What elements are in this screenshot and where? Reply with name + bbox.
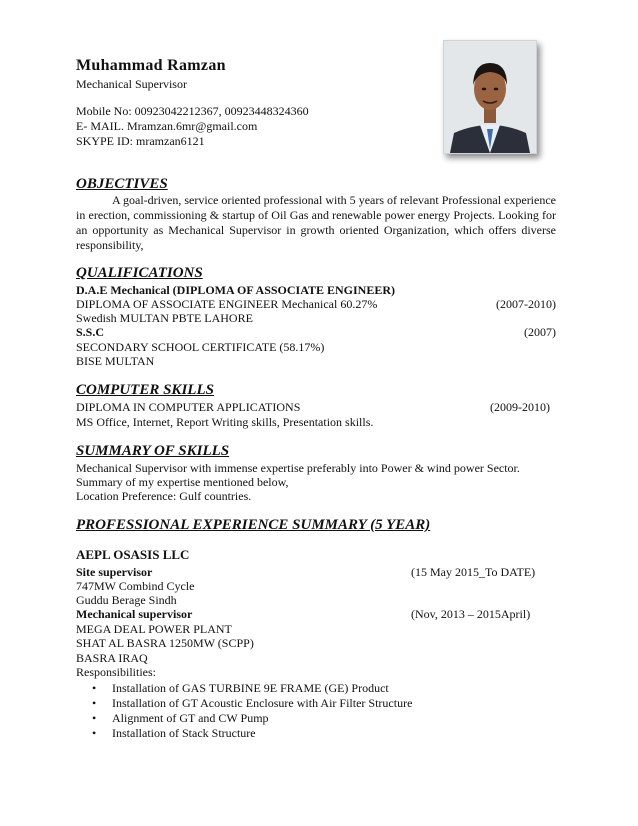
- skype-line: SKYPE ID: mramzan6121: [76, 134, 205, 148]
- bullet-icon: •: [92, 726, 97, 740]
- list-item: [92, 696, 412, 711]
- role2-project: MEGA DEAL POWER PLANT: [76, 622, 232, 636]
- computer-diploma: DIPLOMA IN COMPUTER APPLICATIONS: [76, 400, 301, 414]
- ssc-school: BISE MULTAN: [76, 354, 155, 368]
- summary-heading: SUMMARY OF SKILLS: [76, 443, 230, 459]
- bullet-icon: •: [92, 696, 97, 710]
- bullet-icon: •: [92, 681, 97, 695]
- responsibility-text: Installation of GAS TURBINE 9E FRAME (GE) Product: [112, 681, 389, 695]
- computer-diploma-years: (2009-2010): [490, 400, 550, 414]
- role2-title: Mechanical supervisor: [76, 607, 193, 621]
- mobile-line: Mobile No: 00923042212367, 00923448324360: [76, 104, 309, 118]
- qualifications-heading: QUALIFICATIONS: [76, 265, 203, 281]
- list-item: [92, 681, 412, 696]
- responsibilities-label: Responsibilities:: [76, 665, 157, 679]
- email-line: E- MAIL. Mramzan.6mr@gmail.com: [76, 119, 258, 133]
- bullet-icon: •: [92, 711, 97, 725]
- responsibility-text: Installation of GT Acoustic Enclosure with Air Filter Structure: [112, 696, 413, 710]
- role2-row: [76, 607, 556, 621]
- ssc-row: [76, 325, 556, 339]
- ssc-line: SECONDARY SCHOOL CERTIFICATE (58.17%): [76, 340, 325, 354]
- role2-site: SHAT AL BASRA 1250MW (SCPP): [76, 636, 254, 650]
- dae-row: [76, 297, 556, 311]
- list-item: [92, 711, 412, 726]
- role1-dates: (15 May 2015_To DATE): [411, 565, 536, 579]
- dae-line: DIPLOMA OF ASSOCIATE ENGINEER Mechanical 60.27%: [76, 297, 378, 311]
- responsibility-text: Installation of Stack Structure: [112, 726, 256, 740]
- company-name: AEPL OSASIS LLC: [76, 547, 190, 562]
- ssc-year: (2007): [524, 325, 556, 339]
- computer-skills-heading: COMPUTER SKILLS: [76, 382, 214, 398]
- ssc-title: S.S.C: [76, 325, 105, 339]
- responsibilities-list: [92, 681, 412, 741]
- summary-line-2: Summary of my expertise mentioned below,: [76, 475, 289, 489]
- experience-heading: PROFESSIONAL EXPERIENCE SUMMARY (5 YEAR): [76, 517, 431, 533]
- profile-photo: [443, 40, 537, 154]
- computer-tools: MS Office, Internet, Report Writing skills, Presentation skills.: [76, 415, 374, 429]
- summary-line-3: Location Preference: Gulf countries.: [76, 489, 252, 503]
- candidate-title: Mechanical Supervisor: [76, 77, 187, 91]
- role2-dates: (Nov, 2013 – 2015April): [411, 607, 531, 621]
- summary-line-1: Mechanical Supervisor with immense expertise preferably into Power & wind power Sector.: [76, 461, 520, 475]
- computer-diploma-row: [76, 400, 556, 414]
- responsibility-text: Alignment of GT and CW Pump: [112, 711, 269, 725]
- role1-row: [76, 565, 556, 579]
- dae-school: Swedish MULTAN PBTE LAHORE: [76, 311, 253, 325]
- objectives-paragraph: A goal-driven, service oriented professional with 5 years of relevant Professional experience in erection, commissioning & startup of Oil Gas and renewable power energy Projects. Looking for an opportunity as Mechanical Supervisor in growth oriented Organization, which offers diverse responsibility,: [76, 193, 556, 252]
- role1-title: Site supervisor: [76, 565, 153, 579]
- portrait-image: [444, 41, 536, 153]
- objectives-heading: OBJECTIVES: [76, 176, 168, 192]
- role1-location: Guddu Berage Sindh: [76, 593, 177, 607]
- candidate-name: Muhammad Ramzan: [76, 57, 226, 74]
- list-item: [92, 726, 412, 741]
- dae-years: (2007-2010): [496, 297, 556, 311]
- dae-title: D.A.E Mechanical (DIPLOMA OF ASSOCIATE ENGINEER): [76, 283, 396, 297]
- objectives-text: [76, 193, 556, 253]
- role2-location: BASRA IRAQ: [76, 651, 148, 665]
- role1-project: 747MW Combind Cycle: [76, 579, 195, 593]
